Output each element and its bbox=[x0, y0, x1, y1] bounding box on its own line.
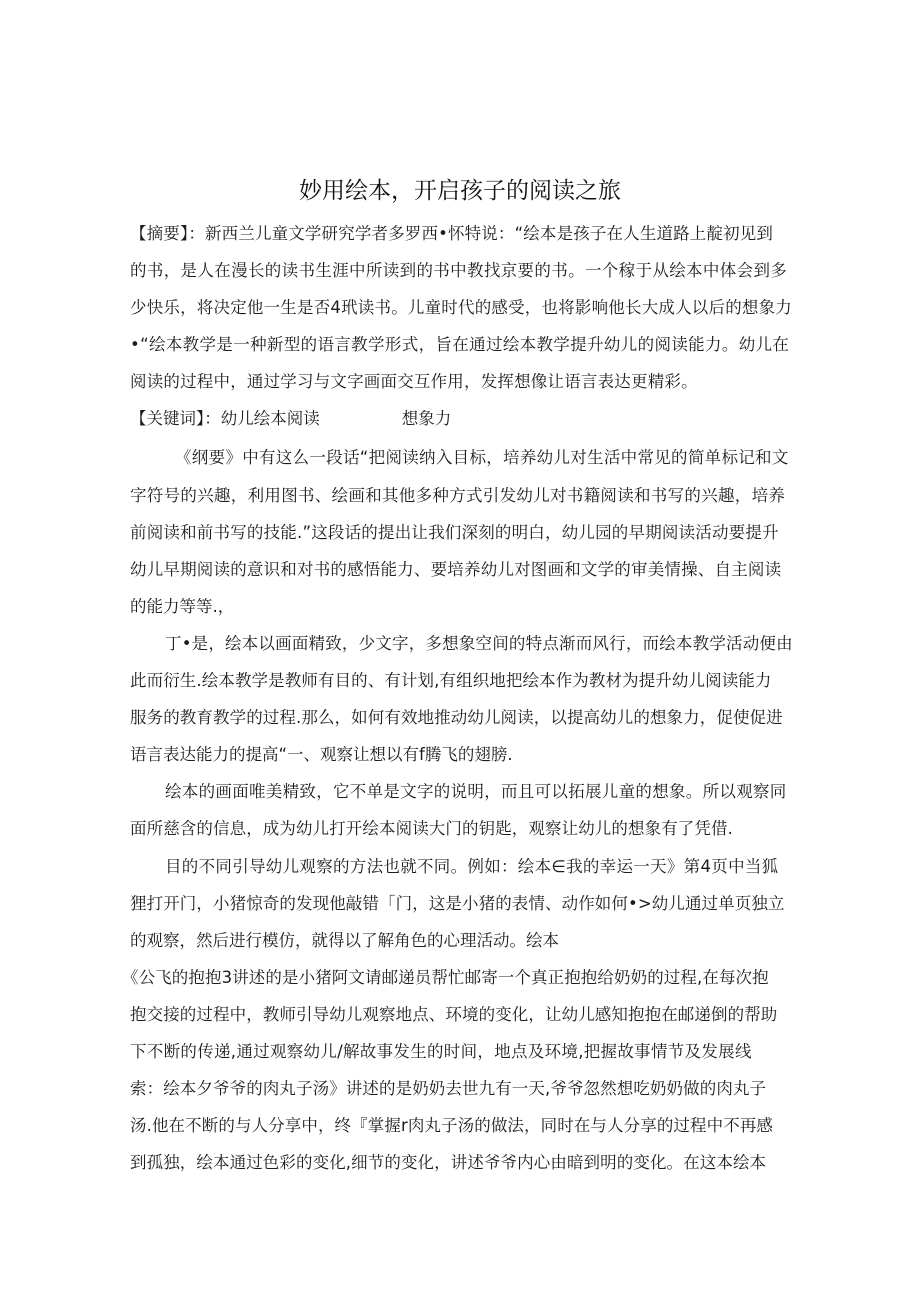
keyword-imagination: 想象力 bbox=[401, 409, 452, 428]
paragraph-line: 的观察，然后进行模仿，就得以了解角色的心理活动。绘本 bbox=[130, 931, 559, 950]
keywords-line bbox=[130, 407, 451, 431]
abstract-line: 的书，是人在漫长的读书生涯中所读到的书中教找京要的书。一个稼于从绘本中体会到多 bbox=[130, 261, 788, 280]
paragraph-line: 绘本的画面唯美精致，它不单是文字的说明，而且可以拓展儿童的想象。所以观察同 bbox=[165, 782, 787, 801]
abstract-line: 【摘要】：新西兰儿童文学研究学者多罗西•怀特说：“绘本是孩子在人生道路上靛初见到 bbox=[130, 224, 774, 243]
paragraph-line: 丁•是，绘本以画面精致，少文字，多想象空间的特点渐而风行，而绘本教学活动便由 bbox=[165, 634, 793, 653]
paragraph-line: 前阅读和前书写的技能.”这段话的提出让我们深刻的明白，幼儿园的早期阅读活动要提升 bbox=[130, 523, 779, 542]
paragraph-line: 到孤独，绘本通过色彩的变化,细节的变化，讲述爷爷内心由暗到明的变化。在这本绘本 bbox=[130, 1153, 767, 1172]
paragraph-line: 汤.他在不断的与人分享中，终『掌握r肉丸子汤的做法，同时在与人分享的过程中不再感 bbox=[130, 1116, 774, 1135]
abstract-line: •“绘本教学是一种新型的语言教学形式，旨在通过绘本教学提升幼儿的阅读能力。幼儿在 bbox=[130, 335, 790, 354]
paragraph-line: 目的不同引导幼儿观察的方法也就不同。例如：绘本∈我的幸运一天》第4页中当狐 bbox=[165, 857, 779, 876]
paragraph-line: 索：绘本夕爷爷的肉丸子汤》讲述的是奶奶去世九有一天,爷爷忽然想吃奶奶做的肉丸子 bbox=[130, 1079, 767, 1098]
paragraph-line: 字符号的兴趣，利用图书、绘画和其他多种方式引发幼儿对书籍阅读和书写的兴趣，培养 bbox=[130, 486, 786, 505]
page-title: 妙用绘本，开启孩子的阅读之旅 bbox=[299, 178, 621, 204]
paragraph-line: 《纲要》中有这么一段话“把阅读纳入目标，培养幼儿对生活中常见的简单标记和文 bbox=[175, 448, 789, 467]
paragraph-line: 此而衍生.绘本教学是教师有目的、有计划,有组织地把绘本作为教材为提升幼儿阅读能力 bbox=[130, 671, 772, 690]
paragraph-line: 《公飞的抱抱3讲述的是小猪阿文请邮递员帮忙邮寄一个真正抱抱给奶奶的过程,在每次抱 bbox=[122, 968, 769, 987]
paragraph-line: 面所慈含的信息，成为幼儿打开绘本阅读大门的钥匙，观察让幼儿的想象有了凭借. bbox=[130, 819, 733, 838]
abstract-line: 阅读的过程中，通过学习与文字画面交互作用，发挥想像让语言表达更精彩。 bbox=[130, 372, 698, 391]
paragraph-line: 幼儿早期阅读的意识和对书的感悟能力、要培养幼儿对图画和文学的审美情操、自主阅读 bbox=[130, 560, 782, 579]
paragraph-line: 下不断的传递,通过观察幼儿/解故事发生的时间，地点及环境,把握故事情节及发展线 bbox=[130, 1042, 752, 1061]
abstract-line: 少快乐，将决定他一生是否4玳读书。儿童时代的感受，也将影响他长大成人以后的想象力 bbox=[130, 298, 792, 317]
paragraph-line: 抱交接的过程中，教师引导幼儿观察地点、环境的变化，让幼儿感知抱抱在邮递倒的帮助 bbox=[130, 1005, 778, 1024]
paragraph-line: 语言表达能力的提高“一、观察让想以有f腾飞的翅膀. bbox=[130, 745, 513, 764]
keywords-label: 【关键词】：幼儿绘本阅读 bbox=[130, 409, 320, 428]
paragraph-line: 狸打开门，小猪惊奇的发现他敲错「门，这是小猪的表情、动作如何•>幼儿通过单页独立 bbox=[130, 894, 785, 913]
paragraph-line: 的能力等等.， bbox=[130, 597, 235, 616]
paragraph-line: 服务的教育教学的过程.那么，如何有效地推动幼儿阅读，以提高幼儿的想象力，促使促进 bbox=[130, 708, 783, 727]
